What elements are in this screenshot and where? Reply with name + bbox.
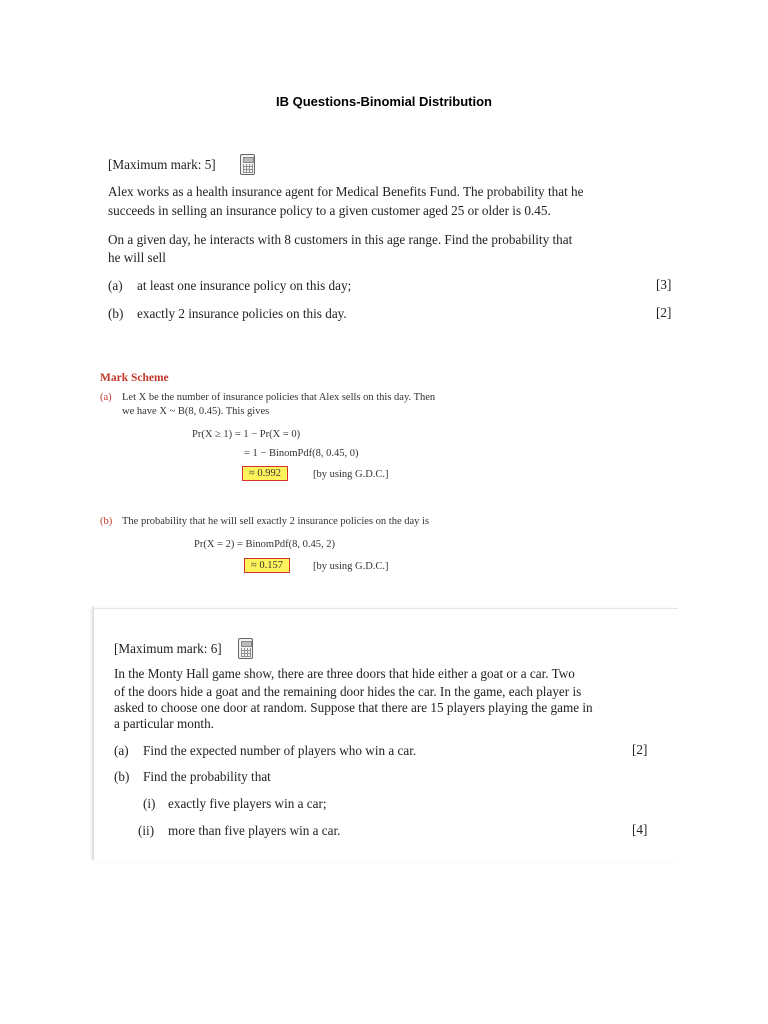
q2-part-a-text: Find the expected number of players who win a car. [143,743,417,758]
q1-part-b-text: exactly 2 insurance policies on this day. [137,306,347,321]
ms-gdc-note-a: [by using G.D.C.] [313,469,389,480]
calculator-icon [240,154,255,175]
q1-part-a-marks: [3] [656,277,672,292]
ms-answer-a: ≈ 0.992 [242,466,288,481]
q2-line-4: a particular month. [114,716,214,731]
q2-line-1: In the Monty Hall game show, there are three doors that hide either a goat or a car. Two [114,666,575,681]
q2-line-3: asked to choose one door at random. Suppose that there are 15 players playing the game in [114,700,593,715]
ms-part-a-label: (a) [100,392,112,403]
ms-a-line-2: we have X ~ B(8, 0.45). This gives [122,406,270,417]
ms-b-line-1: The probability that he will sell exactly 2 insurance policies on the day is [122,516,430,527]
q1-line-2: succeeds in selling an insurance policy to a given customer aged 25 or older is 0.45. [108,203,551,218]
q2-part-b-ii-label: (ii) [138,823,155,838]
ms-answer-b: ≈ 0.157 [244,558,290,573]
page-title: IB Questions-Binomial Distribution [276,94,492,109]
q1-part-a-text: at least one insurance policy on this day; [137,278,352,293]
q2-part-b-ii-text: more than five players win a car. [168,823,341,838]
q1-part-a-label: (a) [108,278,123,293]
q2-part-a-label: (a) [114,743,129,758]
q2-part-a-marks: [2] [632,742,648,757]
q1-max-mark: [Maximum mark: 5] [108,157,216,172]
ms-gdc-note-b: [by using G.D.C.] [313,561,389,572]
mark-scheme-heading: Mark Scheme [100,372,169,384]
ms-a-line-1: Let X be the number of insurance policies that Alex sells on this day. Then [122,392,436,403]
q2-line-2: of the doors hide a goat and the remaining door hides the car. In the game, each player is [114,684,582,699]
q2-part-b-text: Find the probability that [143,769,271,784]
q2-part-b-i-label: (i) [143,796,156,811]
q1-part-b-label: (b) [108,306,124,321]
q2-max-mark: [Maximum mark: 6] [114,641,222,656]
ms-equation-1: Pr(X ≥ 1) = 1 − Pr(X = 0) [192,429,301,440]
ms-equation-3: Pr(X = 2) = BinomPdf(8, 0.45, 2) [194,539,336,550]
ms-part-b-label: (b) [100,516,113,527]
q2-part-b-marks: [4] [632,822,648,837]
q2-part-b-i-text: exactly five players win a car; [168,796,327,811]
q1-part-b-marks: [2] [656,305,672,320]
q1-line-4: he will sell [108,250,166,265]
ms-equation-2: = 1 − BinomPdf(8, 0.45, 0) [244,448,359,459]
calculator-icon [238,638,253,659]
q1-line-3: On a given day, he interacts with 8 customers in this age range. Find the probability that [108,232,573,247]
q1-line-1: Alex works as a health insurance agent for Medical Benefits Fund. The probability that he [108,184,584,199]
q2-part-b-label: (b) [114,769,130,784]
